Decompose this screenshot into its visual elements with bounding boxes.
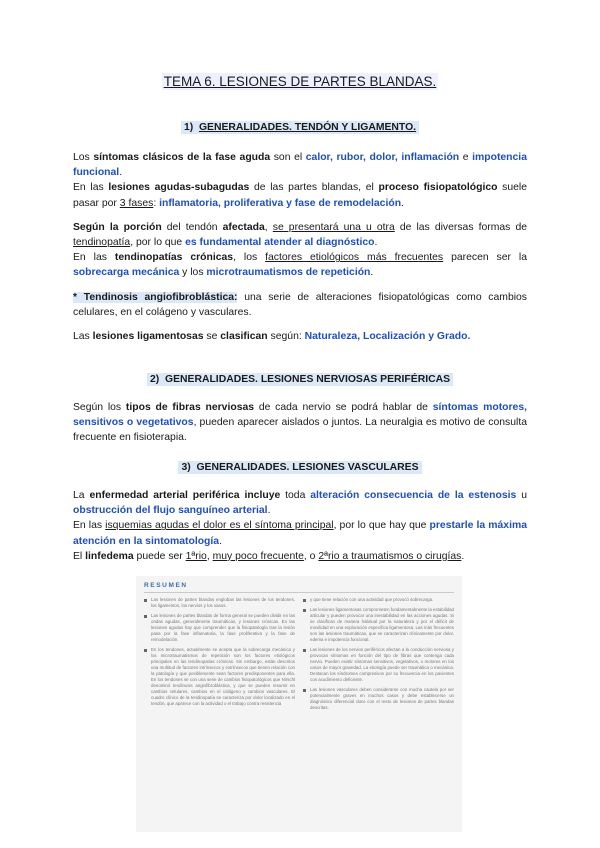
section-heading-2 bbox=[0, 374, 600, 385]
section-heading-bar bbox=[147, 373, 453, 386]
text-run: toda bbox=[280, 490, 311, 501]
text-run: según: bbox=[267, 331, 305, 343]
paragraph-sintomas bbox=[73, 150, 527, 180]
text-run: , pueden aparecer aislados o juntos. La neuralgia es motivo de consulta frecuente en fisioterapia. bbox=[73, 417, 527, 444]
text-run: muy poco frecuente bbox=[212, 550, 304, 562]
paragraph-isquemias bbox=[73, 518, 527, 548]
paragraph-tendinosis bbox=[73, 290, 527, 320]
paragraph-block-3 bbox=[73, 488, 527, 564]
text-run: isquemias agudas el dolor es el síntoma principal bbox=[105, 520, 334, 532]
resumen-column-right bbox=[303, 597, 454, 715]
text-run: de cada nervio se podrá hablar de bbox=[254, 402, 433, 413]
text-run: u bbox=[516, 490, 527, 501]
text-run: del tendón bbox=[161, 221, 223, 233]
text-run: suele pasar por bbox=[73, 182, 528, 209]
text-run: 3 fases bbox=[119, 197, 154, 209]
resumen-heading: RESUMEN bbox=[144, 582, 188, 589]
resumen-columns bbox=[144, 597, 454, 715]
section-heading-1 bbox=[0, 122, 600, 133]
resumen-bullet: Las lesiones ligamentosas comprometen fundamentalmente la estabilidad articular y pueden provocar una inestabilidad en las acciones agudas. Si se clasifican de manera habitual por la naturaleza y por el déficit de movilidad en una exploración específica ligamentosa. Las más frecuentes son las lesiones traumáticas, que se caracterizan clínicamente por dolor, edema e impotencia funcional. bbox=[303, 607, 454, 643]
text-run: síntomas motores, sensitivos o vegetativos bbox=[73, 402, 527, 429]
section-number: 2) bbox=[149, 374, 160, 385]
text-run: Los bbox=[73, 152, 94, 163]
text-run: * Tendinosis angiofibroblástica: bbox=[73, 291, 238, 303]
paragraph-arterial bbox=[73, 488, 527, 518]
resumen-bullet: Las lesiones de partes blandas engloban las lesiones de los tendones, los ligamentos, los nervios y los vasos. bbox=[144, 597, 295, 609]
text-run: se presentará una u otra bbox=[272, 221, 395, 233]
resumen-bullet: En los tendones, actualmente se acepta que la sobrecarga mecánica y los microtraumatismos de repetición son los factores etiológicos principales en las tendinopatías crónicas. Sin embargo, están descritos una multitud de factores intrínsecos y extrínsecos que tienen relación con la patología y que posiblemente sean factores predisponentes para ella. En los tendones se con una serie de cambios fisiopatológicos que Nirschl denominó tendinosis angiofibroblástica, y que se pueden resumir en cambios celulares, cambios en el colágeno y cambios vasculares. El cuadro clínico de la tendinopatía se caracteriza por dolor localizado en el tendón, que aparece con la actividad o el trabajo contra resistencia bbox=[144, 647, 295, 707]
text-run: impotencia funcional bbox=[73, 152, 527, 179]
resumen-bullet: Las lesiones vasculares deben considerarse con mucha cautela por ser potencialmente graves en muchos casos y debe establecerse un diagnóstico diferencial claro con el resto de lesiones de partes blandas descritas. bbox=[303, 687, 454, 711]
text-run: En las bbox=[73, 520, 106, 532]
text-run: clasifican bbox=[220, 331, 268, 343]
section-number: 3) bbox=[181, 462, 191, 473]
text-run: tendinopatía bbox=[73, 237, 131, 249]
text-run: La bbox=[73, 490, 90, 501]
text-run: En las bbox=[73, 182, 109, 194]
section-heading-3 bbox=[0, 462, 600, 473]
text-run: TEMA 6. LESIONES DE PARTES BLANDAS. bbox=[163, 74, 437, 89]
text-run: es fundamental atender al diagnóstico bbox=[185, 237, 375, 249]
text-run: , los bbox=[233, 252, 266, 264]
text-run: calor, rubor, dolor, inflamación bbox=[305, 152, 460, 163]
resumen-bullet: Las lesiones de los nervios periféricos afectan a la conducción nerviosa y provocan síntomas en función del tipo de fibras que contenga cada nervio. Pueden existir síntomas sensitivos, vegetativos, o motores en los casos de mayor gravedad. La etiología puede ser traumática o mecánica. Destacan los síndromes compresivos por su frecuencia en los pacientes con acudimiento deficiente. bbox=[303, 647, 454, 683]
text-run: se bbox=[203, 331, 221, 343]
section-label: GENERALIDADES. LESIONES NERVIOSAS PERIFÉRICAS bbox=[165, 374, 451, 385]
text-run: . bbox=[267, 505, 271, 517]
text-run: una serie de alteraciones fisiopatológicas como cambios celulares, en el colágeno y vasculares. bbox=[73, 291, 528, 318]
text-run: , o bbox=[303, 550, 319, 562]
text-run: 2ªrio a traumatismos o cirugías bbox=[318, 550, 462, 562]
resumen-divider bbox=[144, 592, 454, 593]
section-label: GENERALIDADES. TENDÓN Y LIGAMENTO. bbox=[198, 122, 417, 133]
text-run: , bbox=[264, 221, 273, 233]
text-run: Según la porción bbox=[73, 221, 162, 233]
text-run: parecen ser la bbox=[443, 252, 528, 264]
section-label: GENERALIDADES. LESIONES VASCULARES bbox=[196, 462, 419, 473]
text-run: . bbox=[461, 550, 465, 562]
text-run: . bbox=[374, 237, 378, 249]
text-run: de las diversas formas de bbox=[394, 221, 528, 233]
text-run: . bbox=[370, 267, 374, 279]
paragraph-linfedema bbox=[73, 549, 527, 564]
paragraph-block-2 bbox=[73, 400, 527, 446]
resumen-bullet: y que tiene relación con una actividad que provocó sobrecarga. bbox=[303, 597, 454, 603]
text-run: e bbox=[459, 152, 473, 163]
resumen-bullet: Las lesiones de partes blandas de forma general se pueden dividir en las ondas agudas, generalmente traumáticas, y lesiones crónicas. En las lesiones agudas hay que comprender que la fisiopatología tras la lesión pasa por la fase inflamatoria, la fase proliferativa y la fase de remodelación. bbox=[144, 613, 295, 643]
text-run: microtraumatismos de repetición bbox=[206, 267, 371, 279]
resumen-figure bbox=[136, 576, 462, 832]
section-number: 1) bbox=[183, 122, 194, 133]
text-run: tipos de fibras nerviosas bbox=[125, 402, 255, 413]
text-run: , por lo que bbox=[130, 237, 186, 249]
text-run: de las partes blandas, el bbox=[249, 182, 379, 194]
text-run: prestarle la máxima atención en la sintomatología bbox=[73, 520, 527, 547]
text-run: sobrecarga mecánica bbox=[73, 267, 180, 279]
page-title bbox=[0, 74, 600, 89]
text-run: Según los bbox=[73, 402, 126, 413]
text-run: . bbox=[401, 197, 404, 209]
text-run: afectada bbox=[222, 221, 265, 233]
text-run: lesiones ligamentosas bbox=[92, 331, 204, 343]
text-run: lesiones agudas-subagudas bbox=[108, 182, 250, 194]
text-run: alteración consecuencia de la estenosis bbox=[310, 490, 517, 501]
text-run: , por lo que hay que bbox=[333, 520, 430, 532]
section-heading-bar bbox=[181, 121, 419, 134]
text-run: . bbox=[119, 167, 123, 179]
text-run: . bbox=[219, 535, 222, 547]
text-run: puede ser bbox=[133, 550, 186, 562]
paragraph-tendinopatias bbox=[73, 250, 527, 280]
paragraph-block-1 bbox=[73, 150, 527, 344]
paragraph-fases bbox=[73, 180, 527, 210]
text-run: En las bbox=[73, 252, 115, 264]
text-run: : bbox=[153, 197, 160, 209]
text-run: 1ªrio bbox=[185, 550, 207, 562]
text-run: obstrucción del flujo sanguíneo arterial bbox=[73, 505, 268, 517]
text-run: Las bbox=[73, 331, 93, 343]
text-run: El bbox=[73, 550, 86, 562]
text-run: síntomas clásicos de la fase aguda bbox=[93, 152, 271, 163]
text-run: enfermedad arterial periférica incluye bbox=[89, 490, 281, 501]
paragraph-ligamentosas bbox=[73, 329, 527, 344]
text-run: Naturaleza, Localización y Grado. bbox=[304, 331, 471, 343]
text-run: , bbox=[206, 550, 213, 562]
text-run: linfedema bbox=[85, 550, 134, 562]
resumen-column-left bbox=[144, 597, 295, 715]
text-run: inflamatoria, proliferativa y fase de remodelación bbox=[159, 197, 402, 209]
paragraph-nerviosas bbox=[73, 400, 527, 446]
text-run: factores etiológicos más frecuentes bbox=[265, 252, 444, 264]
section-heading-bar bbox=[178, 461, 421, 474]
text-run: y los bbox=[179, 267, 207, 279]
text-run: son el bbox=[270, 152, 306, 163]
text-run: tendinopatías crónicas bbox=[114, 252, 234, 264]
text-run: proceso fisiopatológico bbox=[378, 182, 498, 194]
paragraph-porcion bbox=[73, 220, 527, 250]
